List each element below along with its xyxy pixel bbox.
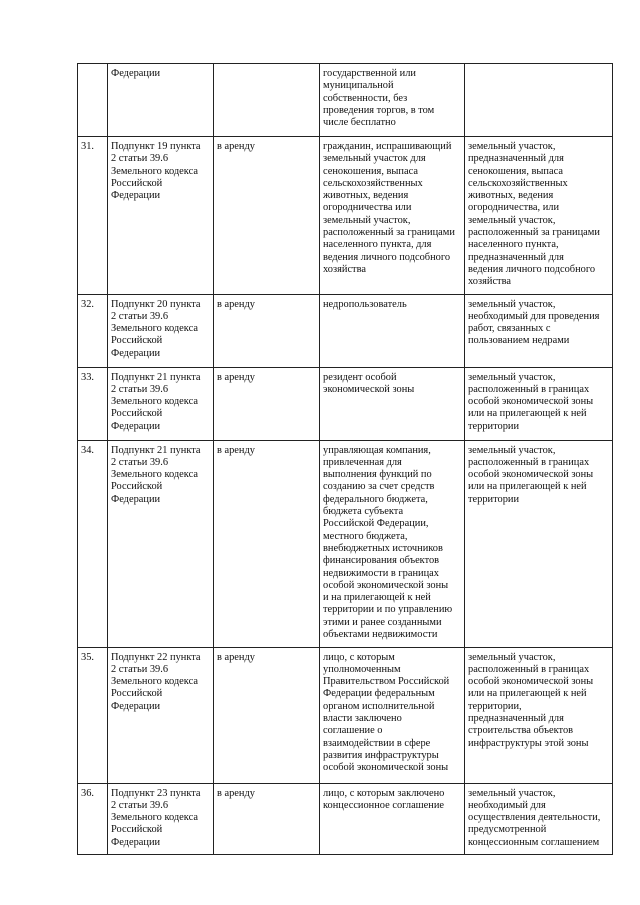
grant-type-text: в аренду xyxy=(217,651,255,663)
applicant-text: лицо, с которым уполномоченным Правительством Российской Федерации федеральным органом исполнительной власти заключено соглашение о взаимодействии в сфере развития инфраструктуры особой экономической зоны xyxy=(323,651,450,774)
legal-basis-text: Федерации xyxy=(111,68,161,79)
row-number: 34. xyxy=(81,444,94,456)
grant-type-cell xyxy=(214,647,320,783)
table-row xyxy=(78,647,613,783)
applicant-text: управляющая компания, привлеченная для выполнения функций по созданию за счет средств федерального бюджета, бюджета субъекта Российской Федерации, местного бюджета, внебюджетных источников финансирования объектов недвижимости в границах особой экономической зоны и на прилегающей к ней территории и по управлению этими и ранее созданными объектами недвижимости xyxy=(323,444,453,641)
grant-type-text: в аренду xyxy=(217,141,255,152)
applicant-text: гражданин, испрашивающий земельный участок для сенокошения, выпаса сельскохозяйственных животных, ведения огородничества или земельный участок, расположенный за границами населенного пункта, для ведения личного подсобного хозяйства xyxy=(323,141,455,275)
grant-type-cell xyxy=(214,367,320,440)
land-plot-text: земельный участок, расположенный в границах особой экономической зоны или на прилегающей к ней территории, предназначенный для строительства объектов инфраструктуры этой зоны xyxy=(468,651,594,749)
table-row xyxy=(78,367,613,440)
row-number-cell xyxy=(78,367,108,440)
applicant-cell xyxy=(320,367,465,440)
land-plot-cell xyxy=(465,647,613,783)
grant-type-text: в аренду xyxy=(217,371,255,383)
applicant-cell xyxy=(320,64,465,137)
legal-basis-text: Подпункт 21 пункта 2 статьи 39.6 Земельного кодекса Российской Федерации xyxy=(111,444,201,505)
land-plot-text: земельный участок, предназначенный для сенокошения, выпаса сельскохозяйственных животных, ведения огородничества, или земельный участок, расположенный за границами населенного пункта, предназначенный для ведения личного подсобного хозяйства xyxy=(468,141,600,288)
row-number: 36. xyxy=(81,787,94,799)
table-row xyxy=(78,294,613,367)
legal-basis-cell xyxy=(108,783,214,854)
legal-basis-cell xyxy=(108,294,214,367)
legal-basis-text: Подпункт 22 пункта 2 статьи 39.6 Земельного кодекса Российской Федерации xyxy=(111,651,201,712)
legal-basis-cell xyxy=(108,440,214,647)
land-plot-cell xyxy=(465,137,613,295)
land-plot-text: земельный участок, расположенный в границах особой экономической зоны или на прилегающей к ней территории xyxy=(468,444,594,505)
grant-type-cell xyxy=(214,440,320,647)
row-number-cell xyxy=(78,294,108,367)
grant-type-text: в аренду xyxy=(217,787,255,799)
legal-basis-cell xyxy=(108,64,214,137)
row-number: 31. xyxy=(81,141,94,152)
row-number-cell xyxy=(78,783,108,854)
grant-type-cell xyxy=(214,294,320,367)
table-row-continuation xyxy=(78,64,613,137)
applicant-cell xyxy=(320,647,465,783)
table-row xyxy=(78,440,613,647)
table-row xyxy=(78,137,613,295)
land-plot-cell xyxy=(465,783,613,854)
legal-basis-text: Подпункт 23 пункта 2 статьи 39.6 Земельного кодекса Российской Федерации xyxy=(111,787,201,848)
row-number-cell xyxy=(78,64,108,137)
applicant-text: лицо, с которым заключено концессионное соглашение xyxy=(323,787,445,811)
applicant-cell xyxy=(320,783,465,854)
land-plot-text: земельный участок, необходимый для проведения работ, связанных с пользованием недрами xyxy=(468,298,600,347)
applicant-text: недропользователь xyxy=(323,298,407,310)
row-number: 33. xyxy=(81,371,94,383)
legal-basis-text: Подпункт 19 пункта 2 статьи 39.6 Земельного кодекса Российской Федерации xyxy=(111,141,201,202)
grant-type-text: в аренду xyxy=(217,444,255,456)
land-plot-cell xyxy=(465,294,613,367)
row-number-cell xyxy=(78,647,108,783)
row-number-cell xyxy=(78,440,108,647)
row-number-cell xyxy=(78,137,108,295)
legal-basis-cell xyxy=(108,137,214,295)
applicant-cell xyxy=(320,294,465,367)
row-number: 35. xyxy=(81,651,94,663)
grant-type-cell xyxy=(214,64,320,137)
applicant-text: резидент особой экономической зоны xyxy=(323,371,415,395)
legal-basis-cell xyxy=(108,647,214,783)
grant-type-text: в аренду xyxy=(217,298,255,310)
applicant-cell xyxy=(320,440,465,647)
applicant-cell xyxy=(320,137,465,295)
grant-type-cell xyxy=(214,137,320,295)
document-table xyxy=(77,63,613,855)
land-plot-text: земельный участок, расположенный в границах особой экономической зоны или на прилегающей к ней территории xyxy=(468,371,594,432)
legal-basis-text: Подпункт 21 пункта 2 статьи 39.6 Земельного кодекса Российской Федерации xyxy=(111,371,201,432)
legal-basis-text: Подпункт 20 пункта 2 статьи 39.6 Земельного кодекса Российской Федерации xyxy=(111,298,201,359)
legal-basis-cell xyxy=(108,367,214,440)
table-row xyxy=(78,783,613,854)
land-plot-cell xyxy=(465,367,613,440)
applicant-text: государственной или муниципальной собственности, без проведения торгов, в том числе бесплатно xyxy=(323,68,435,129)
land-plot-text: земельный участок, необходимый для осуществления деятельности, предусмотренной концессионным соглашением xyxy=(468,787,601,848)
grant-type-cell xyxy=(214,783,320,854)
row-number: 32. xyxy=(81,298,94,310)
land-plot-cell xyxy=(465,64,613,137)
land-plot-cell xyxy=(465,440,613,647)
